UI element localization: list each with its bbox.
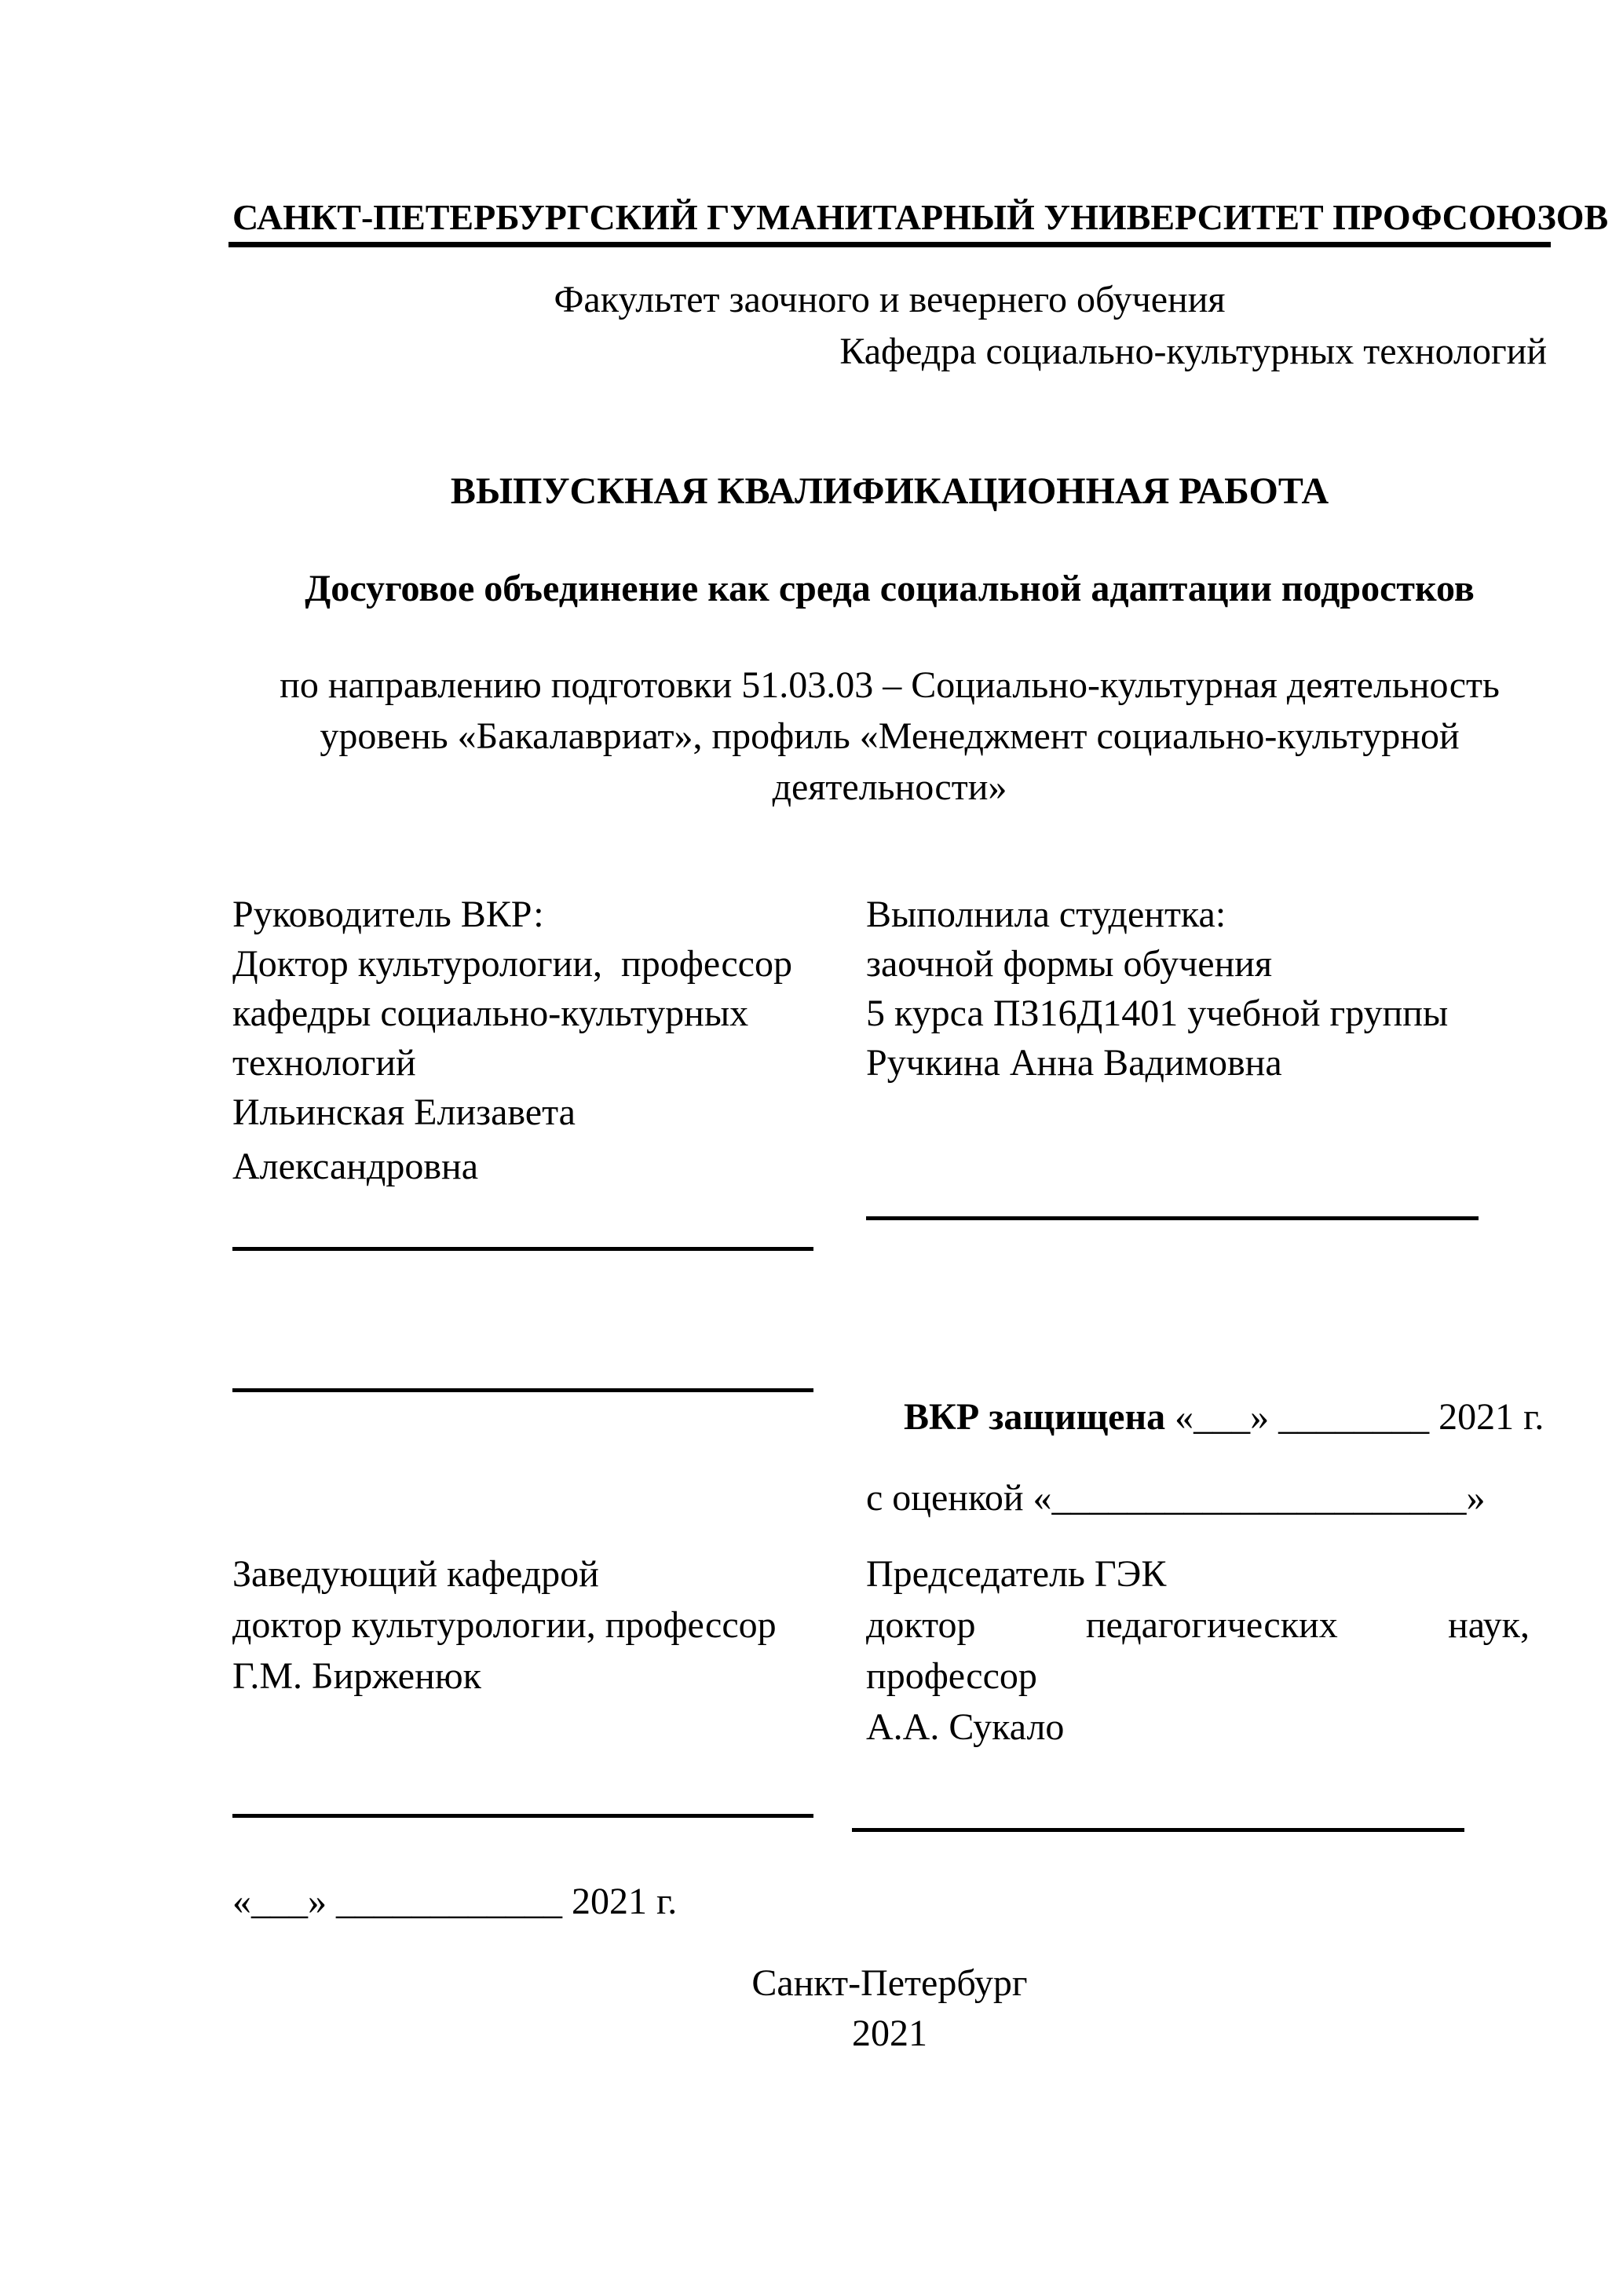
gek-chair-block: [866, 1548, 1530, 1753]
supervisor-line: Доктор культурологии, профессор: [232, 943, 792, 985]
signature-line-head-department: [232, 1814, 813, 1818]
work-type-title: ВЫПУСКНАЯ КВАЛИФИКАЦИОННАЯ РАБОТА: [450, 470, 1329, 512]
head-department-block: [232, 1548, 853, 1702]
gek-degree-word: педагогических: [1085, 1604, 1338, 1646]
footer-city: Санкт-Петербург: [751, 1962, 1028, 2004]
date-line: «___» ____________ 2021 г.: [232, 1881, 678, 1922]
signature-line-supervisor: [232, 1247, 813, 1251]
supervisor-line: Руководитель ВКР:: [232, 894, 544, 935]
gek-degree-word: наук,: [1448, 1604, 1530, 1646]
signature-line-gek-chair: [852, 1828, 1464, 1832]
grade-line: с оценкой «______________________»: [866, 1477, 1486, 1519]
head-department-line: Заведующий кафедрой: [232, 1553, 599, 1595]
supervisor-line: Александровна: [232, 1146, 479, 1187]
student-line: 5 курса ПЗ16Д1401 учебной группы: [866, 993, 1449, 1034]
header-rule: [228, 242, 1551, 247]
supervisor-line: Ильинская Елизавета: [232, 1091, 576, 1133]
university-name: САНКТ-ПЕТЕРБУРГСКИЙ ГУМАНИТАРНЫЙ УНИВЕРСИТЕТ ПРОФСОЮЗОВ: [232, 197, 1609, 237]
head-department-line: Г.М. Бирженюк: [232, 1655, 481, 1697]
student-line: Ручкина Анна Вадимовна: [866, 1042, 1282, 1084]
gek-chair-line: А.А. Сукало: [866, 1706, 1065, 1748]
defense-date-line: [866, 1352, 1547, 1482]
program-line-1: по направлению подготовки 51.03.03 – Социально-культурная деятельность: [280, 664, 1500, 706]
signature-line-left-middle: [232, 1388, 813, 1392]
gek-chair-line: Председатель ГЭК: [866, 1553, 1167, 1595]
faculty-line: Факультет заочного и вечернего обучения: [554, 279, 1226, 320]
head-department-line: доктор культурологии, профессор: [232, 1604, 777, 1646]
supervisor-line: кафедры социально-культурных: [232, 993, 749, 1034]
supervisor-line: технологий: [232, 1042, 416, 1084]
program-line-2: уровень «Бакалавриат», профиль «Менеджмент социально-культурной: [320, 715, 1460, 757]
defense-label: ВКР защищена: [904, 1396, 1166, 1438]
defense-date-blanks: «___» ________ 2021 г.: [1165, 1396, 1544, 1438]
topic-title: Досуговое объединение как среда социальной адаптации подростков: [305, 568, 1475, 609]
gek-chair-degree-row: [866, 1600, 1530, 1651]
department-line: Кафедра социально-культурных технологий: [839, 331, 1547, 372]
supervisor-block: [232, 890, 853, 1191]
footer-year: 2021: [852, 2013, 927, 2054]
student-line: Выполнила студентка:: [866, 894, 1226, 935]
student-line: заочной формы обучения: [866, 943, 1273, 985]
student-block: [866, 890, 1547, 1088]
program-line-3: деятельности»: [772, 766, 1007, 808]
gek-chair-line: профессор: [866, 1655, 1037, 1697]
signature-line-student: [866, 1216, 1479, 1220]
gek-degree-word: доктор: [866, 1604, 976, 1646]
